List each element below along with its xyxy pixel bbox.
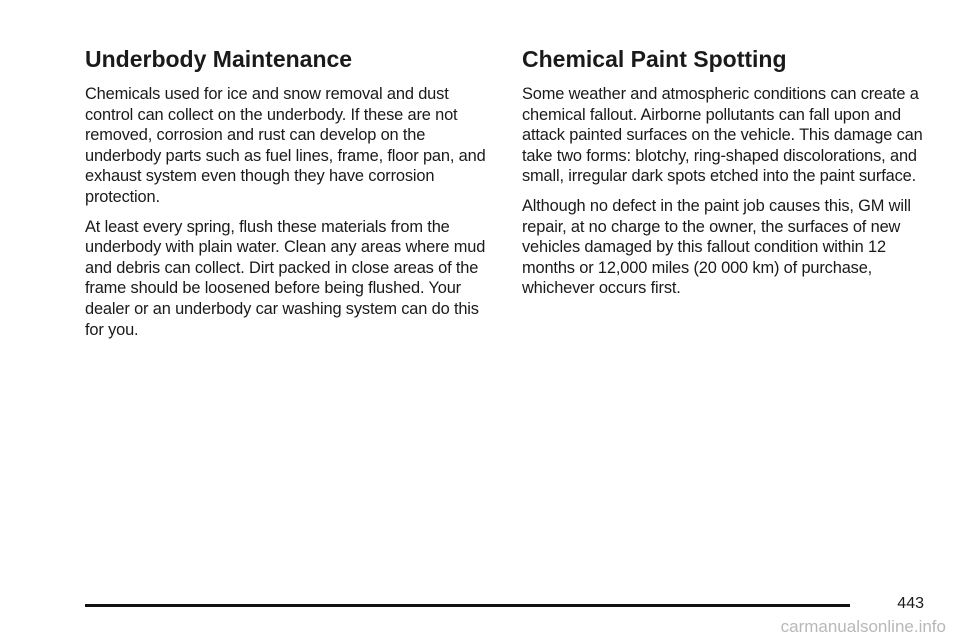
watermark: carmanualsonline.info (780, 617, 946, 636)
chemical-paint-spotting-section (522, 44, 932, 308)
body-paragraph: At least every spring, flush these materials from the underbody with plain water. Clean any areas where mud and debris can collect. Dirt packed in close areas of the frame should be loosened before being flushed. Your dealer or an underbody car washing system can do this for you. (85, 217, 486, 339)
page-number: 443 (897, 595, 924, 612)
underbody-maintenance-section (85, 44, 495, 349)
body-paragraph: Although no defect in the paint job causes this, GM will repair, at no charge to the owner, the surfaces of new vehicles damaged by this fallout condition within 12 months or 12,000 miles (20 000 km) of purchase, whichever occurs first. (522, 196, 911, 298)
section-heading: Chemical Paint Spotting (522, 46, 787, 72)
section-heading: Underbody Maintenance (85, 46, 353, 72)
body-paragraph: Chemicals used for ice and snow removal and dust control can collect on the underbody. If these are not removed, corrosion and rust can develop on the underbody parts such as fuel lines, frame, floor pan, and exhaust system even though they have corrosion protection. (85, 85, 486, 206)
footer-rule (85, 604, 850, 607)
body-paragraph: Some weather and atmospheric conditions can create a chemical fallout. Airborne pollutants can fall upon and attack painted surfaces on the vehicle. This damage can take two forms: blotchy, ring-shaped discolorations, and small, irregular dark spots etched into the paint surface. (522, 85, 923, 186)
